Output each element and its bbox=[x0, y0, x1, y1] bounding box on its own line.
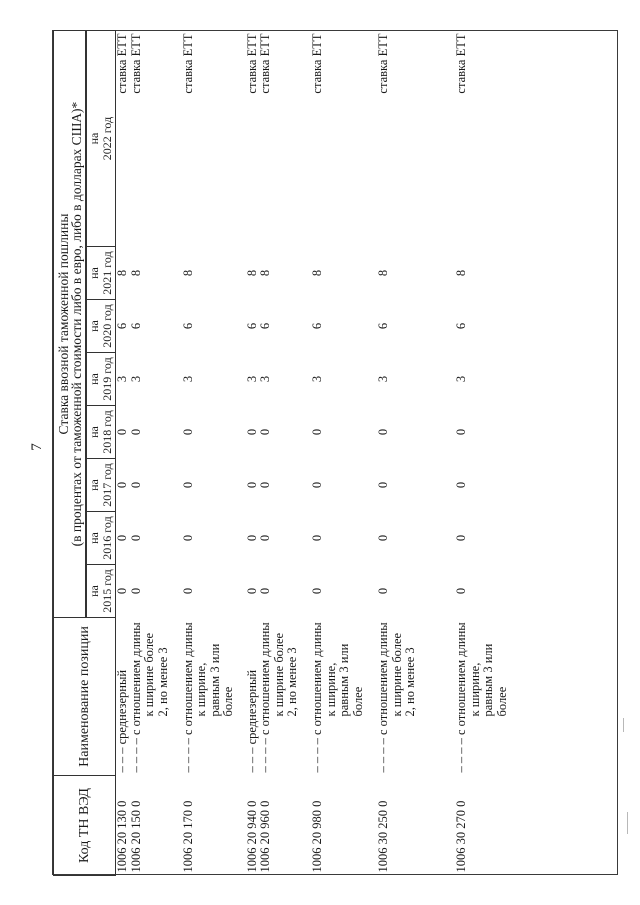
header-name: Наименование позиции bbox=[54, 618, 116, 776]
table-row bbox=[246, 31, 260, 876]
rate-0: 0 bbox=[258, 587, 272, 595]
header-year-label: 2021 год bbox=[100, 251, 114, 295]
table-header bbox=[54, 31, 116, 876]
header-year-prefix: на bbox=[87, 479, 101, 491]
rate-7: ставка ЕТТ bbox=[180, 33, 195, 94]
rate-3: 0 bbox=[115, 428, 129, 436]
header-year-prefix: на bbox=[87, 132, 101, 145]
rate-5: 6 bbox=[180, 322, 195, 330]
header-year-0 bbox=[87, 565, 116, 618]
rate-0: 0 bbox=[454, 587, 468, 595]
row-name-cell bbox=[182, 618, 246, 776]
rate-6: 8 bbox=[115, 269, 129, 277]
header-year-prefix: на bbox=[87, 426, 101, 438]
header-year-7 bbox=[87, 31, 116, 247]
rate-1: 0 bbox=[258, 534, 272, 542]
row-name-cell bbox=[377, 618, 455, 776]
rate-0: 0 bbox=[128, 587, 143, 595]
header-year-prefix: на bbox=[87, 532, 101, 544]
header-year-prefix: на bbox=[87, 373, 101, 385]
rate-2: 0 bbox=[115, 481, 129, 489]
table-row bbox=[311, 31, 377, 876]
header-year-prefix: на bbox=[87, 267, 101, 279]
table-body bbox=[116, 31, 510, 876]
header-year-5 bbox=[87, 300, 116, 353]
row-name: – – – – с отношением длины к ширине более 2, но менее 3 bbox=[128, 622, 170, 773]
rate-7: ставка ЕТТ bbox=[115, 33, 129, 94]
row-name-cell bbox=[311, 618, 377, 776]
rate-7: ставка ЕТТ bbox=[128, 33, 143, 94]
rate-5: 6 bbox=[454, 322, 468, 330]
row-code: 1006 20 940 0 bbox=[244, 800, 259, 873]
header-year-label: 2017 год bbox=[100, 463, 114, 507]
rate-1: 0 bbox=[376, 534, 390, 542]
rate-4: 3 bbox=[454, 375, 468, 383]
row-name-cell bbox=[116, 618, 130, 776]
page-number: 7 bbox=[29, 443, 45, 451]
rate-6: 8 bbox=[310, 269, 324, 277]
table-row bbox=[116, 31, 130, 876]
header-year-prefix: на bbox=[87, 585, 101, 597]
header-year-label: 2022 год bbox=[100, 116, 114, 161]
rate-7: ставка ЕТТ bbox=[258, 33, 272, 94]
rate-2: 0 bbox=[454, 481, 468, 489]
rate-0: 0 bbox=[180, 587, 195, 595]
rate-2: 0 bbox=[180, 481, 195, 489]
rate-5: 6 bbox=[244, 322, 259, 330]
table-row bbox=[182, 31, 246, 876]
row-name-cell bbox=[130, 618, 182, 776]
row-code: 1006 20 130 0 bbox=[115, 800, 129, 873]
table-row bbox=[259, 31, 311, 876]
rate-0: 0 bbox=[244, 587, 259, 595]
rate-3: 0 bbox=[244, 428, 259, 436]
table-row bbox=[130, 31, 182, 876]
header-year-label: 2019 год bbox=[100, 357, 114, 401]
rate-7: ставка ЕТТ bbox=[454, 33, 468, 94]
rate-6: 8 bbox=[376, 269, 390, 277]
rate-4: 3 bbox=[115, 375, 129, 383]
header-year-label: 2020 год bbox=[100, 304, 114, 348]
rate-4: 3 bbox=[128, 375, 143, 383]
rate-5: 6 bbox=[258, 322, 272, 330]
header-rate bbox=[54, 31, 86, 618]
rate-1: 0 bbox=[454, 534, 468, 542]
rate-6: 8 bbox=[180, 269, 195, 277]
rate-5: 6 bbox=[310, 322, 324, 330]
header-year-2 bbox=[87, 459, 116, 512]
tariff-table bbox=[53, 30, 509, 876]
row-name: – – – среднезерный bbox=[115, 669, 129, 773]
rate-4: 3 bbox=[310, 375, 324, 383]
rate-1: 0 bbox=[244, 534, 259, 542]
row-code: 1006 20 980 0 bbox=[310, 800, 324, 873]
header-year-4 bbox=[87, 353, 116, 406]
table-row bbox=[377, 31, 455, 876]
row-name: – – – – с отношением длины к ширине, равным 3 или более bbox=[180, 622, 235, 773]
rate-1: 0 bbox=[128, 534, 143, 542]
row-name: – – – – с отношением длины к ширине более 2, но менее 3 bbox=[258, 622, 299, 773]
rate-5: 6 bbox=[376, 322, 390, 330]
row-name: – – – – с отношением длины к ширине, равным 3 или более bbox=[454, 622, 509, 773]
row-name: – – – – с отношением длины к ширине более 2, но менее 3 bbox=[376, 622, 417, 773]
header-rate-line1: Ставка ввозной таможенной пошлины bbox=[55, 213, 71, 435]
rotated-page bbox=[53, 31, 619, 876]
rate-2: 0 bbox=[376, 481, 390, 489]
header-rate-line2: (в процентах от таможенной стоимости либо в евро, либо в долларах США)* bbox=[68, 101, 84, 547]
scan-mark bbox=[623, 718, 624, 732]
row-code: 1006 20 960 0 bbox=[258, 800, 272, 873]
rate-2: 0 bbox=[128, 481, 143, 489]
rate-1: 0 bbox=[115, 534, 129, 542]
rate-7: ставка ЕТТ bbox=[310, 33, 324, 94]
rate-4: 3 bbox=[258, 375, 272, 383]
rate-5: 6 bbox=[115, 322, 129, 330]
header-year-label: 2018 год bbox=[100, 410, 114, 454]
rate-4: 3 bbox=[180, 375, 195, 383]
rate-6: 8 bbox=[244, 269, 259, 277]
rate-2: 0 bbox=[310, 481, 324, 489]
rate-1: 0 bbox=[310, 534, 324, 542]
rate-2: 0 bbox=[244, 481, 259, 489]
row-code: 1006 30 270 0 bbox=[454, 800, 468, 873]
rate-0: 0 bbox=[115, 587, 129, 595]
rate-3: 0 bbox=[128, 428, 143, 436]
header-year-1 bbox=[87, 512, 116, 565]
scan-mark bbox=[627, 812, 628, 834]
header-year-6 bbox=[87, 247, 116, 300]
row-name: – – – – с отношением длины к ширине, равным 3 или более bbox=[310, 622, 365, 773]
rate-3: 0 bbox=[258, 428, 272, 436]
table-row bbox=[455, 31, 509, 876]
row-name: – – – среднезерный bbox=[244, 669, 259, 773]
rate-6: 8 bbox=[454, 269, 468, 277]
row-code: 1006 20 150 0 bbox=[128, 800, 143, 873]
rate-0: 0 bbox=[376, 587, 390, 595]
rate-6: 8 bbox=[128, 269, 143, 277]
rate-7: ставка ЕТТ bbox=[244, 33, 259, 94]
rate-1: 0 bbox=[180, 534, 195, 542]
row-code: 1006 30 250 0 bbox=[376, 800, 390, 873]
row-name-cell bbox=[259, 618, 311, 776]
rate-0: 0 bbox=[310, 587, 324, 595]
document-frame bbox=[52, 30, 618, 875]
rate-3: 0 bbox=[180, 428, 195, 436]
header-year-3 bbox=[87, 406, 116, 459]
rate-3: 0 bbox=[454, 428, 468, 436]
header-year-prefix: на bbox=[87, 320, 101, 332]
rate-7: ставка ЕТТ bbox=[376, 33, 390, 94]
rate-4: 3 bbox=[376, 375, 390, 383]
rate-3: 0 bbox=[376, 428, 390, 436]
row-name-cell bbox=[246, 618, 260, 776]
rate-5: 6 bbox=[128, 322, 143, 330]
row-name-cell bbox=[455, 618, 509, 776]
rate-6: 8 bbox=[258, 269, 272, 277]
header-code: Код ТН ВЭД bbox=[54, 776, 116, 876]
rate-3: 0 bbox=[310, 428, 324, 436]
rate-2: 0 bbox=[258, 481, 272, 489]
row-code: 1006 20 170 0 bbox=[180, 800, 195, 873]
rate-4: 3 bbox=[244, 375, 259, 383]
header-year-label: 2015 год bbox=[100, 569, 114, 613]
header-year-label: 2016 год bbox=[100, 516, 114, 560]
